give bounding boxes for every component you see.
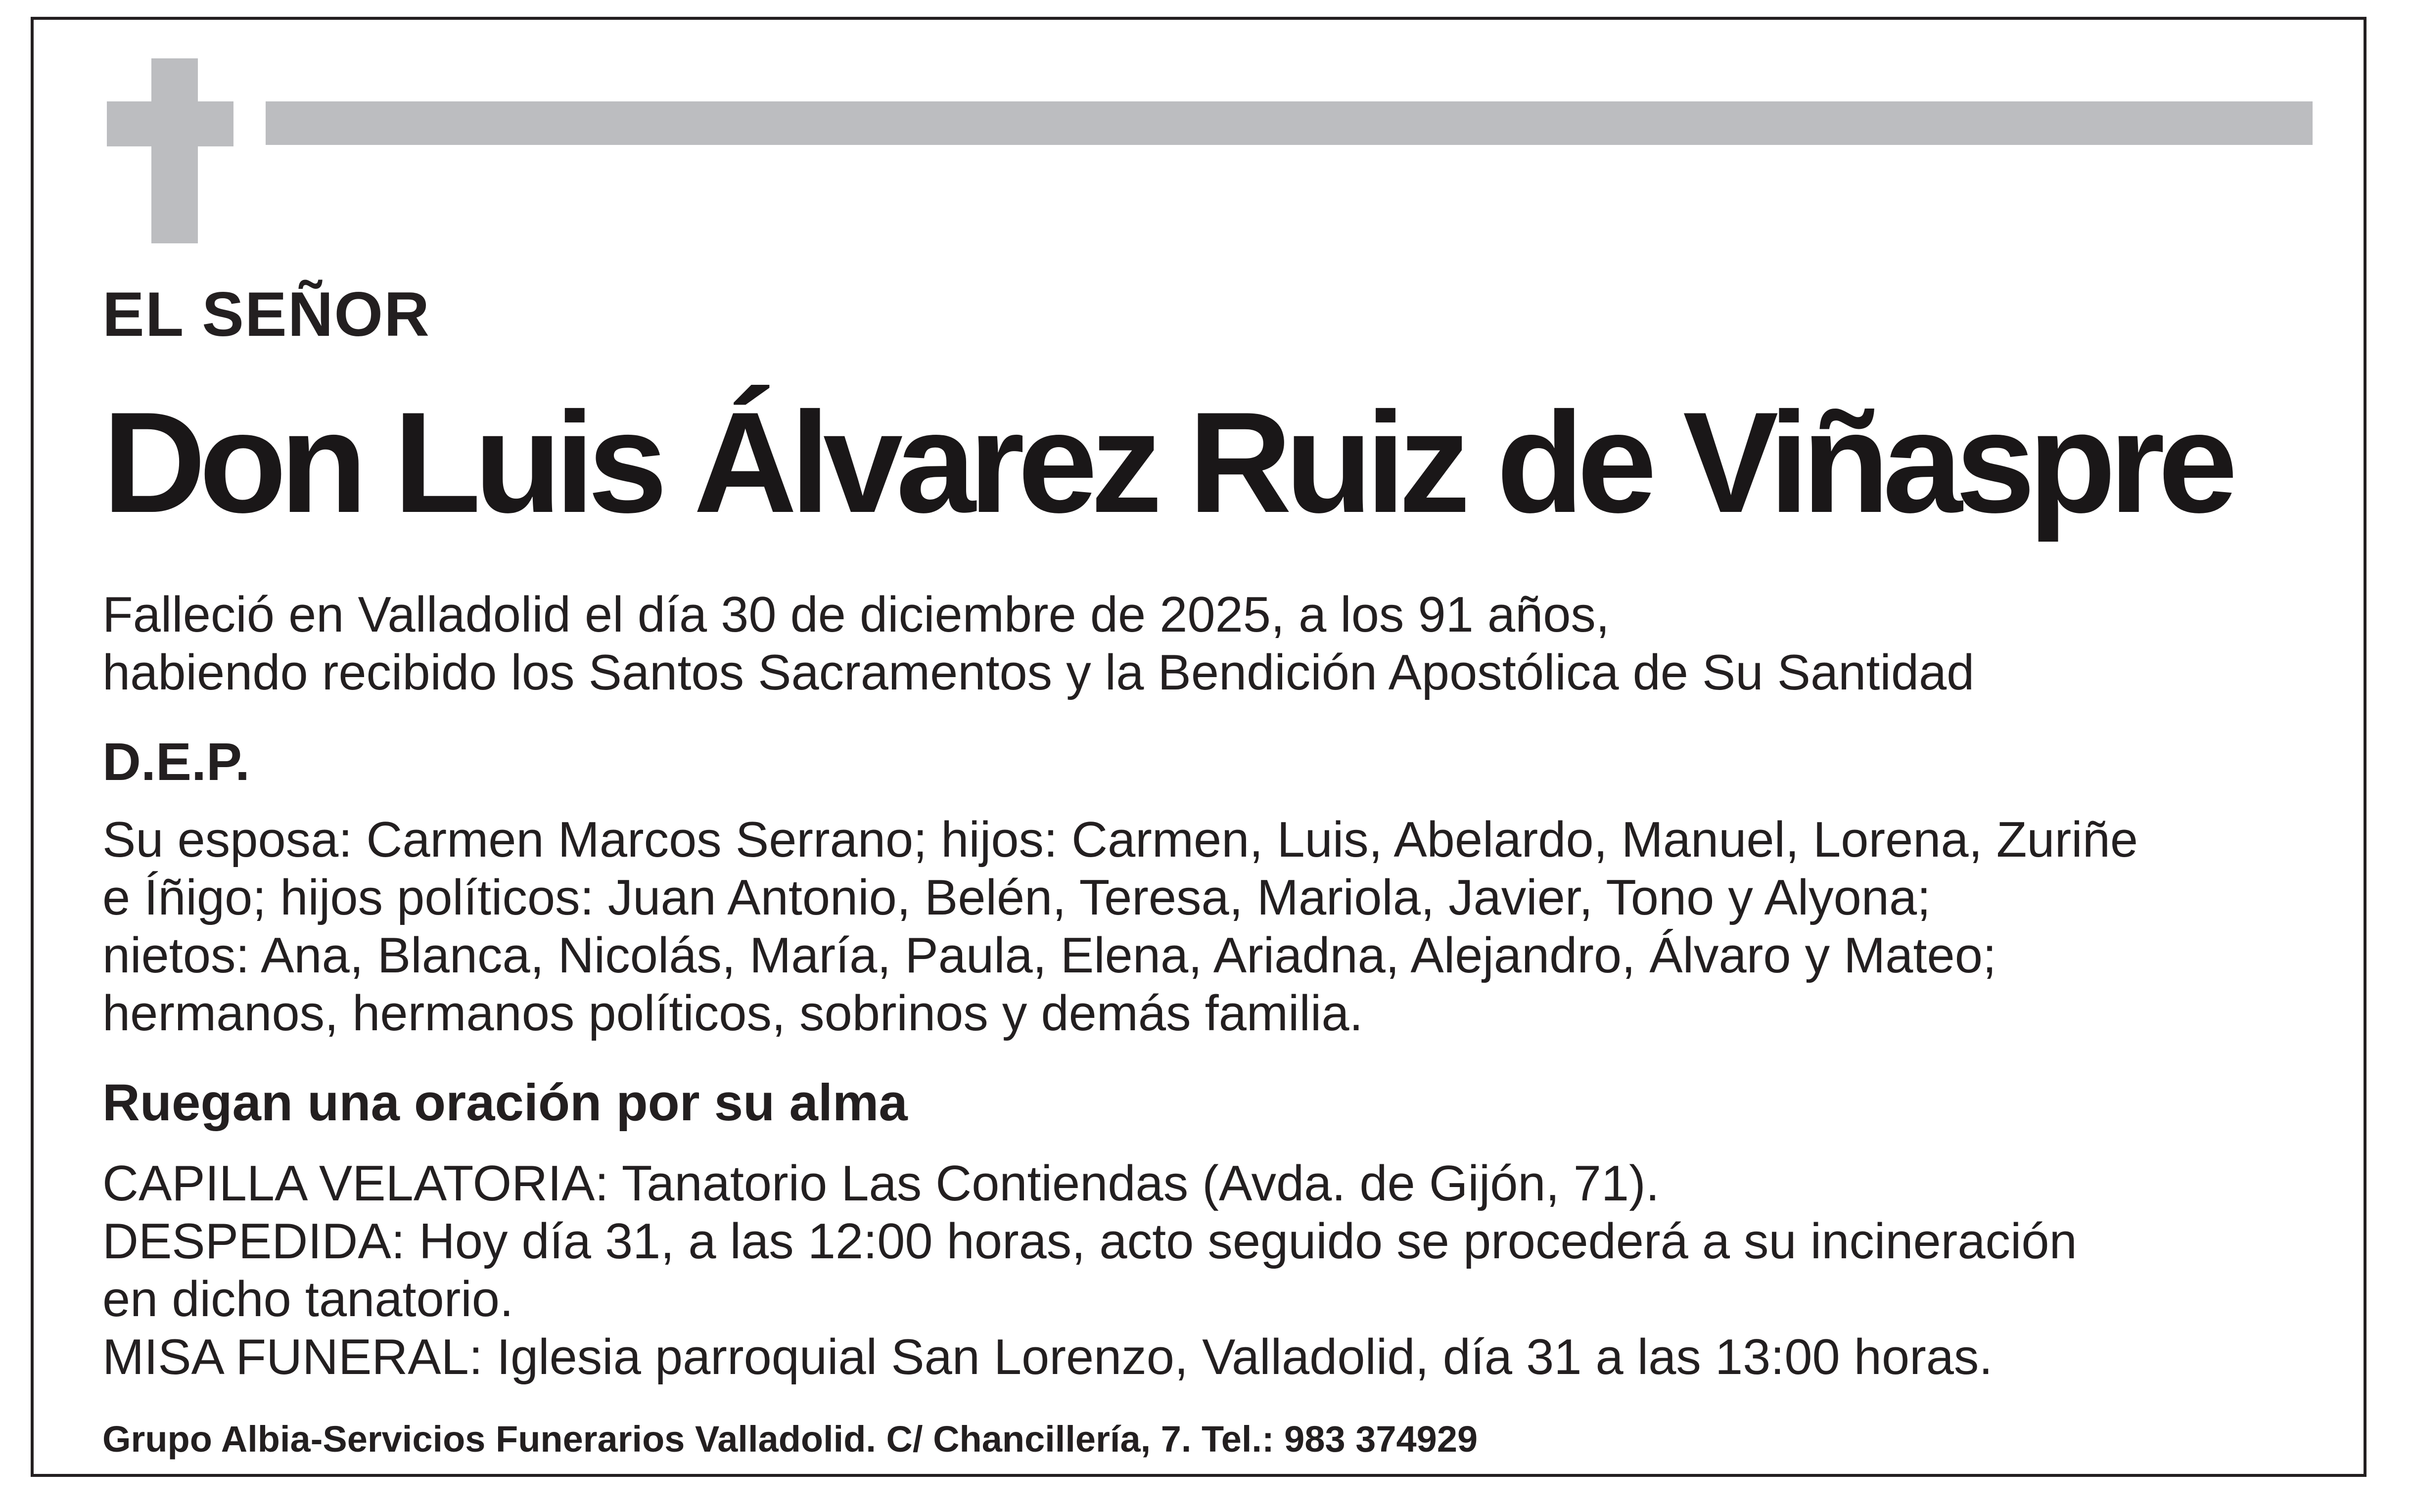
services-line: CAPILLA VELATORIA: Tanatorio Las Contiendas (Avda. de Gijón, 71). xyxy=(102,1156,1660,1211)
prayer-request: Ruegan una oración por su alma xyxy=(102,1074,908,1132)
honorific-title: EL SEÑOR xyxy=(102,279,430,349)
services-line: DESPEDIDA: Hoy día 31, a las 12:00 horas, acto seguido se procederá a su incineración xyxy=(102,1214,2077,1269)
services-line: MISA FUNERAL: Iglesia parroquial San Lorenzo, Valladolid, día 31 a las 13:00 horas. xyxy=(102,1329,1993,1385)
deceased-name: Don Luis Álvarez Ruiz de Viñaspre xyxy=(102,382,2231,543)
death-info xyxy=(102,586,1974,702)
services-info xyxy=(102,1155,2077,1386)
family-line: hermanos, hermanos políticos, sobrinos y demás familia. xyxy=(102,986,1363,1041)
header-rule xyxy=(266,101,2313,145)
family-line: e Íñigo; hijos políticos: Juan Antonio, Belén, Teresa, Mariola, Javier, Tono y Alyona; xyxy=(102,870,1931,925)
death-info-line: Falleció en Valladolid el día 30 de diciembre de 2025, a los 91 años, xyxy=(102,587,1610,642)
family-line: nietos: Ana, Blanca, Nicolás, María, Paula, Elena, Ariadna, Alejandro, Álvaro y Mateo; xyxy=(102,928,1996,983)
family-line: Su esposa: Carmen Marcos Serrano; hijos: Carmen, Luis, Abelardo, Manuel, Lorena, Zuriñe xyxy=(102,812,2138,868)
family-list xyxy=(102,811,2138,1043)
services-line: en dicho tanatorio. xyxy=(102,1272,514,1327)
funeral-home-footer: Grupo Albia-Servicios Funerarios Valladolid. C/ Chancillería, 7. Tel.: 983 374929 xyxy=(102,1419,1478,1460)
cross-icon xyxy=(151,58,198,243)
death-info-line: habiendo recibido los Santos Sacramentos y la Bendición Apostólica de Su Santidad xyxy=(102,645,1975,700)
cross-icon-arm xyxy=(107,101,233,146)
dep-label: D.E.P. xyxy=(102,732,250,791)
